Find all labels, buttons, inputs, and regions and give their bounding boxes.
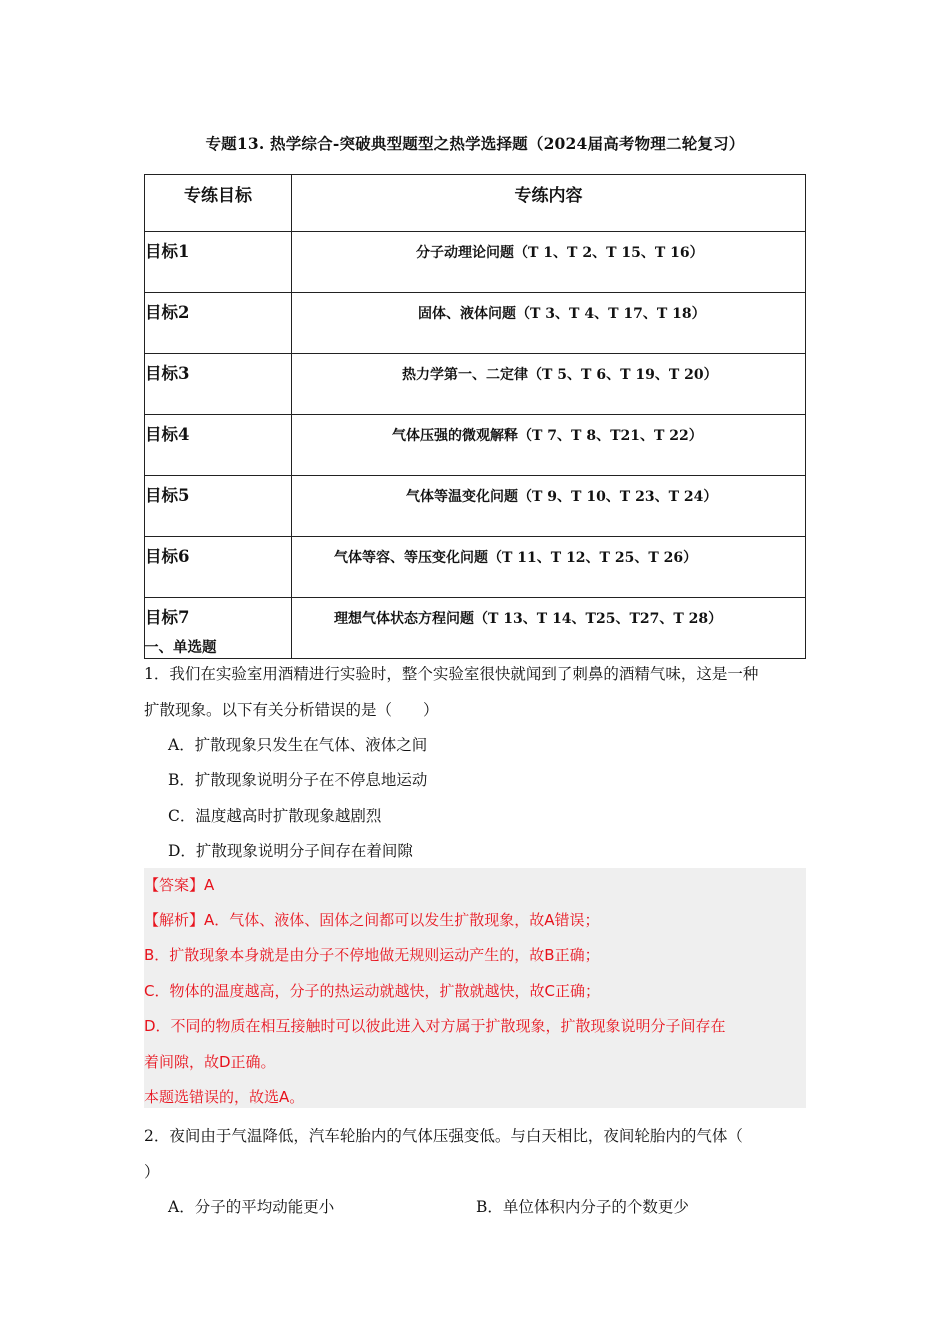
row-goal: 目标7 (145, 598, 292, 659)
table-row (145, 537, 806, 598)
row-goal: 目标3 (145, 354, 292, 415)
row-content: 分子动理论问题（T 1、T 2、T 15、T 16） (292, 232, 806, 293)
q1-analysis-line: 本题选错误的，故选A。 (144, 1088, 305, 1106)
q1-stem-line1: 1．我们在实验室用酒精进行实验时，整个实验室很快就闻到了刺鼻的酒精气味，这是一种 (144, 665, 759, 683)
q2-stem-line2: ） (144, 1163, 160, 1181)
q1-option-b: B．扩散现象说明分子在不停息地运动 (168, 771, 428, 789)
row-content: 气体压强的微观解释（T 7、T 8、T21、T 22） (292, 415, 806, 476)
q1-analysis-line: C．物体的温度越高，分子的热运动就越快，扩散就越快，故C正确； (144, 982, 600, 1000)
row-content: 热力学第一、二定律（T 5、T 6、T 19、T 20） (292, 354, 806, 415)
table-row (145, 598, 806, 659)
row-goal: 目标1 (145, 232, 292, 293)
header-goal: 专练目标 (145, 175, 292, 232)
header-content: 专练内容 (292, 175, 806, 232)
row-content: 理想气体状态方程问题（T 13、T 14、T25、T27、T 28） (292, 598, 806, 659)
row-content: 气体等温变化问题（T 9、T 10、T 23、T 24） (292, 476, 806, 537)
row-goal: 目标5 (145, 476, 292, 537)
q1-stem-line2: 扩散现象。以下有关分析错误的是（ ） (144, 701, 439, 719)
section-title: 一、单选题 (144, 639, 217, 656)
table-row (145, 293, 806, 354)
q1-answer: 【答案】A (144, 876, 215, 894)
q1-option-a: A．扩散现象只发生在气体、液体之间 (168, 736, 428, 754)
row-content: 固体、液体问题（T 3、T 4、T 17、T 18） (292, 293, 806, 354)
q1-analysis-line: 【解析】A．气体、液体、固体之间都可以发生扩散现象，故A错误； (144, 911, 600, 929)
target-table (144, 174, 806, 659)
q1-analysis-line: 着间隙，故D正确。 (144, 1053, 276, 1071)
q2-option-a: A．分子的平均动能更小 (168, 1198, 335, 1216)
table-row (145, 232, 806, 293)
row-goal: 目标6 (145, 537, 292, 598)
row-goal: 目标2 (145, 293, 292, 354)
q2-stem-line1: 2．夜间由于气温降低，汽车轮胎内的气体压强变低。与白天相比，夜间轮胎内的气体（ (144, 1127, 743, 1145)
document-title: 专题13. 热学综合-突破典型题型之热学选择题（2024届高考物理二轮复习） (205, 134, 745, 153)
q2-option-b: B．单位体积内分子的个数更少 (476, 1198, 689, 1216)
row-content: 气体等容、等压变化问题（T 11、T 12、T 25、T 26） (292, 537, 806, 598)
q1-option-c: C．温度越高时扩散现象越剧烈 (168, 807, 382, 825)
table-row (145, 415, 806, 476)
q1-analysis-line: B．扩散现象本身就是由分子不停地做无规则运动产生的，故B正确； (144, 946, 600, 964)
q1-analysis-line: D．不同的物质在相互接触时可以彼此进入对方属于扩散现象，扩散现象说明分子间存在 (144, 1017, 726, 1035)
table-row (145, 354, 806, 415)
table-header-row (145, 175, 806, 232)
q1-option-d: D．扩散现象说明分子间存在着间隙 (168, 842, 413, 860)
row-goal: 目标4 (145, 415, 292, 476)
table-row (145, 476, 806, 537)
